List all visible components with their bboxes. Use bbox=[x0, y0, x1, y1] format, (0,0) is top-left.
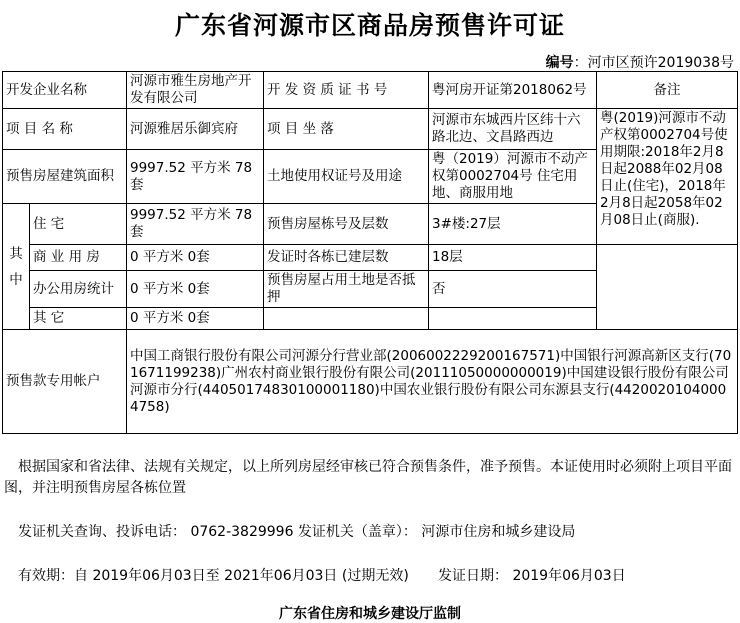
validity-period: 有效期：自 2019年06月03日至 2021年06月03日 (过期无效) bbox=[18, 568, 409, 584]
of-which-text: 其中 bbox=[9, 245, 23, 288]
other-empty-1 bbox=[264, 308, 429, 330]
commercial-value: 0 平方米 0套 bbox=[127, 245, 264, 271]
presale-area-value: 9997.52 平方米 78 套 bbox=[127, 150, 264, 204]
commercial-label: 商 业 用 房 bbox=[30, 245, 127, 271]
residential-value: 9997.52 平方米 78 套 bbox=[127, 204, 264, 245]
mortgage-value: 否 bbox=[429, 271, 597, 308]
office-label: 办公用房统计 bbox=[30, 271, 127, 308]
project-location-label: 项 目 坐 落 bbox=[264, 109, 429, 150]
land-use-label: 土地使用权证号及用途 bbox=[264, 150, 429, 204]
supervisor-footer: 广东省住房和城乡建设厅监制 bbox=[279, 606, 461, 622]
other-label: 其 它 bbox=[30, 308, 127, 330]
certificate-number-value: ：河市区预许2019038号 bbox=[573, 55, 734, 71]
of-which-label bbox=[3, 204, 30, 330]
built-floors-label: 发证时各栋已建层数 bbox=[264, 245, 429, 271]
developer-label: 开发企业名称 bbox=[3, 72, 127, 109]
project-name-value: 河源雅居乐御宾府 bbox=[127, 109, 264, 150]
building-floors-label: 预售房屋栋号及层数 bbox=[264, 204, 429, 245]
escrow-account-value: 中国工商银行股份有限公司河源分行营业部(2006002229200167571)中国银行河源高新区支行(701671199238)广州农村商业银行股份有限公司(20111050000000019)中国建设银行股份有限公司河源市分行(44050174830100001180)中国农业银行股份有限公司东源县支行(44200201040004758) bbox=[127, 330, 738, 434]
qualification-label: 开 发 资 质 证 书 号 bbox=[264, 72, 429, 109]
office-value: 0 平方米 0套 bbox=[127, 271, 264, 308]
built-floors-value: 18层 bbox=[429, 245, 597, 271]
developer-value: 河源市雅生房地产开发有限公司 bbox=[127, 72, 264, 109]
remark-empty bbox=[597, 245, 738, 330]
other-value: 0 平方米 0套 bbox=[127, 308, 264, 330]
other-empty-2 bbox=[429, 308, 597, 330]
qualification-value: 粤河房开证第2018062号 bbox=[429, 72, 597, 109]
issue-date: 发证日期： 2019年06月03日 bbox=[438, 568, 626, 584]
residential-label: 住 宅 bbox=[30, 204, 127, 245]
escrow-account-label: 预售款专用帐户 bbox=[3, 330, 127, 434]
remark-label: 备注 bbox=[597, 72, 738, 109]
certificate-title: 广东省河源市区商品房预售许可证 bbox=[174, 11, 565, 40]
building-floors-value: 3#楼:27层 bbox=[429, 204, 597, 245]
certificate-number-label: 编号 bbox=[545, 55, 574, 71]
project-name-label: 项 目 名 称 bbox=[3, 109, 127, 150]
permit-table bbox=[2, 71, 738, 434]
certificate-number bbox=[546, 52, 734, 72]
presale-area-label: 预售房屋建筑面积 bbox=[3, 150, 127, 204]
mortgage-label: 预售房屋占用土地是否抵押 bbox=[264, 271, 429, 308]
approval-notice: 根据国家和省法律、法规有关规定，以上所列房屋经审核已符合预售条件，准予预售。本证使用时必须附上项目平面图，并注明预售房屋各栋位置 bbox=[4, 459, 732, 496]
contact-line: 发证机关查询、投诉电话： 0762-3829996 发证机关（盖章）： 河源市住房和城乡建设局 bbox=[18, 524, 576, 540]
remark-value: 粤(2019)河源市不动产权第0002704号使用期限:2018年2月8日起2088年02月08日止(住宅)，2018年2月8日起2058年02月08日止(商服). bbox=[597, 109, 738, 245]
land-use-value: 粤（2019）河源市不动产权第0002704号 住宅用地、商服用地 bbox=[429, 150, 597, 204]
project-location-value: 河源市东城西片区纬十六路北边、文昌路西边 bbox=[429, 109, 597, 150]
